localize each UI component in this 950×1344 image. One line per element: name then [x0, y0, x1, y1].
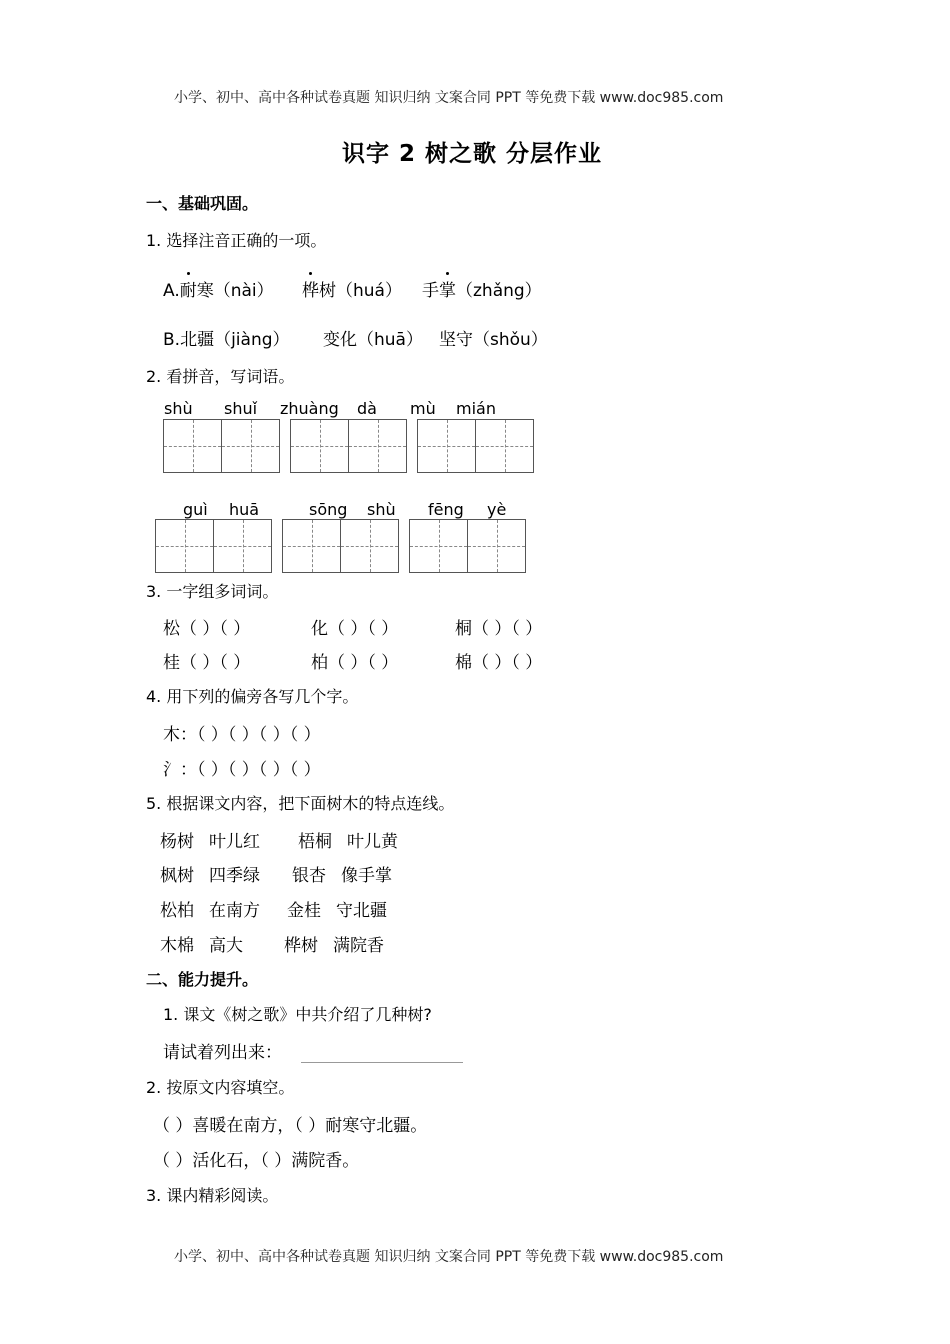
pinyin-label: shù — [367, 500, 396, 519]
pinyin-label: shuǐ — [224, 399, 258, 418]
tree-feature[interactable]: 像手掌 — [341, 866, 392, 886]
word-group-item[interactable]: 化（ ）（ ） — [311, 619, 399, 639]
tree-feature[interactable]: 叶儿红 — [209, 832, 260, 852]
word-group-item[interactable]: 桂（ ）（ ） — [163, 653, 251, 673]
writing-grid-2[interactable] — [290, 419, 407, 473]
question-2-1-label: 1. 课文《树之歌》中共介绍了几种树? — [163, 1005, 432, 1024]
list-prompt — [163, 1038, 463, 1063]
word-group-item[interactable]: 棉（ ）（ ） — [455, 653, 543, 673]
tree-name[interactable]: 枫树 — [160, 866, 194, 886]
pinyin-label: dà — [357, 399, 377, 418]
pinyin-label: huā — [229, 500, 260, 519]
option-b-1-word: 北疆 — [180, 330, 215, 350]
tree-name[interactable]: 金桂 — [287, 901, 321, 921]
tree-name[interactable]: 银杏 — [292, 866, 326, 886]
option-a-1-rest: 寒 — [196, 281, 214, 301]
page-footer: 小学、初中、高中各种试卷真题 知识归纳 文案合同 PPT 等免费下载 www.doc985.com — [174, 1249, 724, 1265]
option-b-3-word: 坚守 — [439, 330, 473, 350]
question-2-3-label: 3. 课内精彩阅读。 — [146, 1186, 279, 1205]
option-a-item-3 — [422, 276, 542, 301]
option-b-item-2 — [323, 325, 423, 350]
option-a-3-pinyin: （zhǎng） — [456, 281, 542, 301]
writing-grid-6[interactable] — [409, 519, 526, 573]
question-1-1-label: 1. 选择注音正确的一项。 — [146, 231, 327, 250]
pinyin-label: sōng — [309, 500, 348, 519]
tree-name[interactable]: 松柏 — [160, 901, 194, 921]
page-title: 识字 2 树之歌 分层作业 — [342, 141, 603, 167]
section-1-heading: 一、基础巩固。 — [146, 194, 259, 213]
tree-feature[interactable]: 叶儿黄 — [347, 832, 398, 852]
writing-grid-4[interactable] — [155, 519, 272, 573]
grid-cell[interactable] — [340, 519, 399, 573]
grid-cell[interactable] — [155, 519, 214, 573]
option-b-2-word: 变化 — [323, 330, 357, 350]
tree-name[interactable]: 木棉 — [160, 936, 194, 956]
grid-cell[interactable] — [348, 419, 407, 473]
grid-cell[interactable] — [163, 419, 222, 473]
option-a — [163, 276, 274, 301]
option-b-3-pinyin: （shǒu） — [473, 330, 548, 350]
pinyin-label: shù — [164, 399, 193, 418]
option-a-2-rest: 树 — [319, 281, 336, 301]
grid-cell[interactable] — [282, 519, 341, 573]
option-a-1-pinyin: （nài） — [213, 281, 274, 301]
tree-feature[interactable]: 四季绿 — [209, 866, 260, 886]
option-b-prefix: B. — [163, 330, 181, 350]
tree-name[interactable]: 梧桐 — [298, 832, 332, 852]
question-1-5-label: 5. 根据课文内容，把下面树木的特点连线。 — [146, 794, 455, 813]
grid-cell[interactable] — [290, 419, 349, 473]
grid-cell[interactable] — [221, 419, 280, 473]
answer-blank[interactable] — [301, 1048, 463, 1063]
fill-line-2[interactable]: （ ）活化石，（ ）满院香。 — [153, 1151, 360, 1171]
word-group-item[interactable]: 松（ ）（ ） — [163, 619, 251, 639]
tree-feature[interactable]: 满院香 — [333, 936, 384, 956]
word-group-item[interactable]: 柏（ ）（ ） — [311, 653, 399, 673]
list-prompt-text: 请试着列出来： — [163, 1043, 282, 1063]
pinyin-label: zhuàng — [280, 399, 339, 418]
writing-grid-5[interactable] — [282, 519, 399, 573]
tree-name[interactable]: 杨树 — [160, 832, 194, 852]
section-2-heading: 二、能力提升。 — [146, 970, 259, 989]
option-a-2-dotted-char: 桦 — [302, 276, 319, 301]
option-b-item-3 — [439, 325, 548, 350]
option-b — [163, 325, 290, 350]
option-a-2-pinyin: （huá） — [336, 281, 402, 301]
option-a-3-pre: 手 — [422, 281, 439, 301]
pinyin-label: mián — [456, 399, 496, 418]
radical-row-water[interactable]: 氵：（ ）（ ）（ ）（ ） — [163, 760, 321, 780]
grid-cell[interactable] — [409, 519, 468, 573]
grid-cell[interactable] — [467, 519, 526, 573]
grid-cell[interactable] — [417, 419, 476, 473]
word-group-item[interactable]: 桐（ ）（ ） — [455, 619, 543, 639]
pinyin-label: mù — [410, 399, 436, 418]
fill-line-1[interactable]: （ ）喜暖在南方，（ ）耐寒守北疆。 — [153, 1116, 428, 1136]
option-a-1-dotted-char: 耐 — [180, 276, 197, 301]
grid-cell[interactable] — [213, 519, 272, 573]
pinyin-label: fēng — [428, 500, 464, 519]
writing-grid-3[interactable] — [417, 419, 534, 473]
option-b-2-pinyin: （huā） — [357, 330, 423, 350]
pinyin-label: yè — [487, 500, 507, 519]
writing-grid-1[interactable] — [163, 419, 280, 473]
grid-cell[interactable] — [475, 419, 534, 473]
question-1-3-label: 3. 一字组多词词。 — [146, 582, 279, 601]
pinyin-label: guì — [183, 500, 208, 519]
question-1-4-label: 4. 用下列的偏旁各写几个字。 — [146, 687, 359, 706]
question-1-2-label: 2. 看拼音，写词语。 — [146, 367, 295, 386]
tree-name[interactable]: 桦树 — [284, 936, 318, 956]
tree-feature[interactable]: 在南方 — [209, 901, 260, 921]
option-b-1-pinyin: （jiàng） — [214, 330, 290, 350]
question-2-2-label: 2. 按原文内容填空。 — [146, 1078, 295, 1097]
tree-feature[interactable]: 守北疆 — [336, 901, 387, 921]
option-a-prefix: A. — [163, 281, 180, 301]
option-a-item-2 — [302, 276, 402, 301]
page-header: 小学、初中、高中各种试卷真题 知识归纳 文案合同 PPT 等免费下载 www.doc985.com — [174, 90, 724, 106]
tree-feature[interactable]: 高大 — [209, 936, 243, 956]
radical-row-wood[interactable]: 木：（ ）（ ）（ ）（ ） — [163, 725, 321, 745]
option-a-3-dotted-char: 掌 — [439, 276, 456, 301]
